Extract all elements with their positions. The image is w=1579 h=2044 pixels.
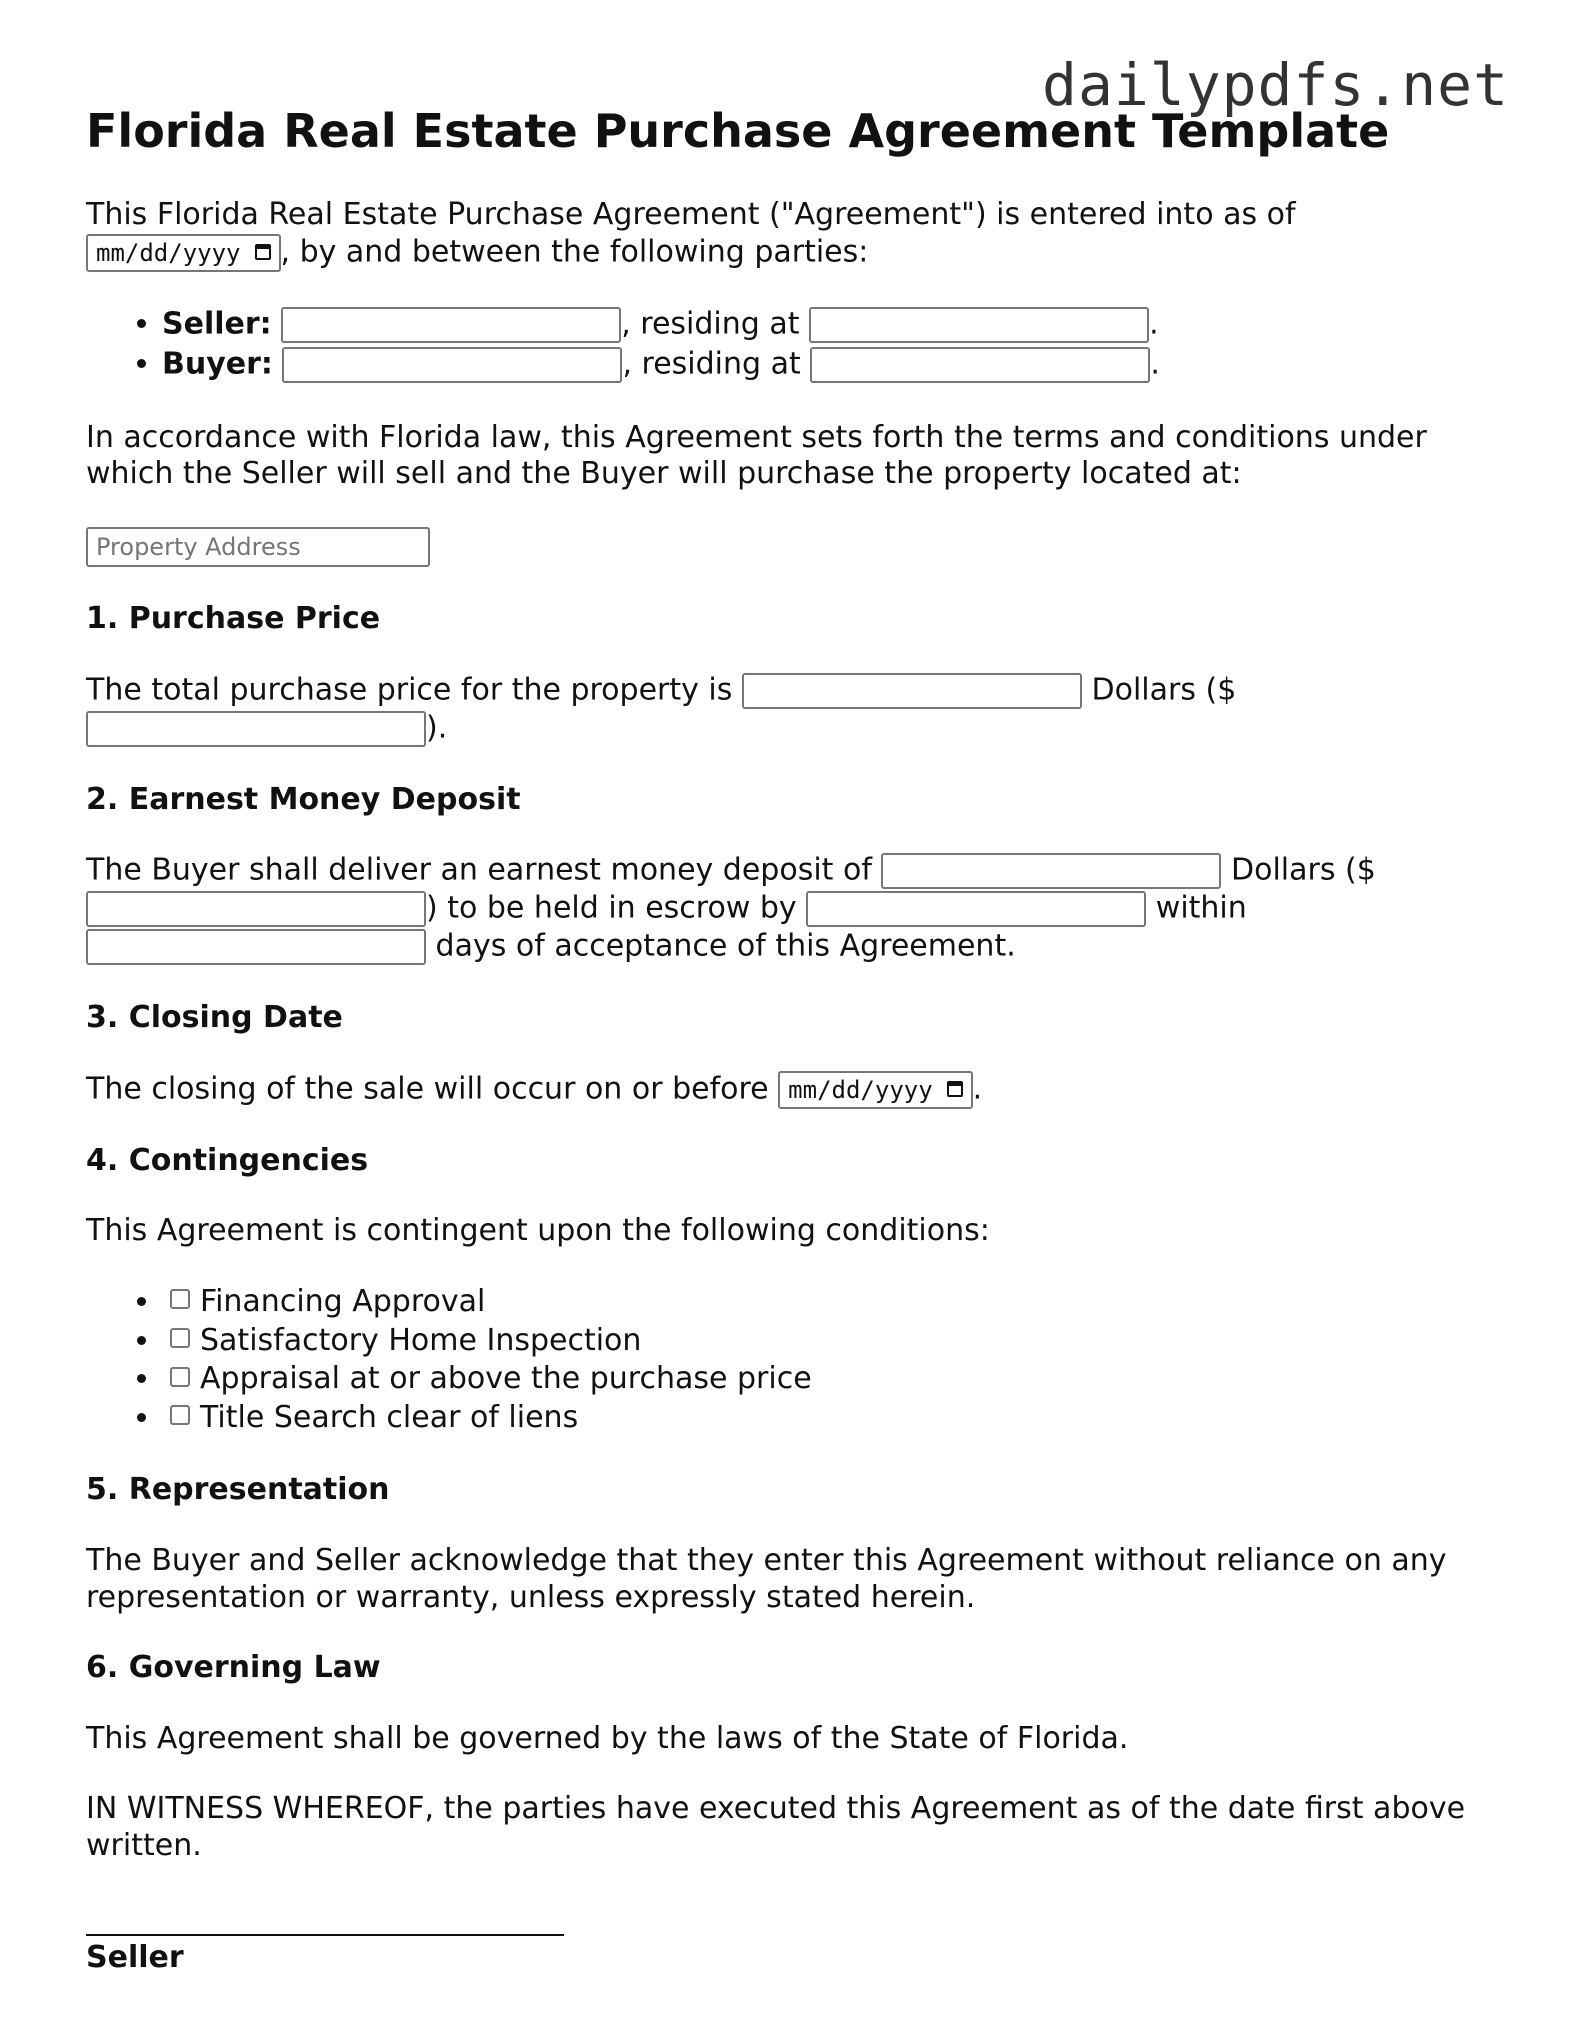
closing-date-end: .	[972, 1071, 983, 1107]
escrow-text: ) to be held in escrow by	[426, 890, 797, 926]
closing-date-placeholder: mm/dd/yyyy	[788, 1075, 933, 1104]
seller-signature-line[interactable]	[86, 1900, 564, 1936]
buyer-residing-text: , residing at	[622, 346, 801, 382]
agreement-date-input[interactable]	[86, 234, 281, 272]
contingency-label: Financing Approval	[200, 1283, 486, 1319]
escrow-holder-input[interactable]	[806, 891, 1146, 927]
party-seller	[162, 306, 1506, 344]
representation-text: The Buyer and Seller acknowledge that they enter this Agreement without reliance on any representation or warranty, unless expressly stated herein.	[86, 1542, 1447, 1615]
escrow-days-input[interactable]	[86, 929, 426, 965]
intro-text-after: , by and between the following parties:	[280, 234, 869, 270]
within-text: within	[1155, 890, 1247, 926]
buyer-name-input[interactable]	[282, 347, 622, 383]
page-title: Florida Real Estate Purchase Agreement Template	[86, 104, 1390, 158]
contingencies-list	[86, 1284, 1506, 1436]
contingencies-heading: 4. Contingencies	[86, 1142, 369, 1178]
purchase-price-paragraph	[86, 672, 1506, 748]
list-item	[162, 1361, 1506, 1398]
intro-text: This Florida Real Estate Purchase Agreement ("Agreement") is entered into as of	[86, 197, 1296, 233]
property-address-input[interactable]: Property Address	[86, 527, 430, 567]
agreement-date-placeholder: mm/dd/yyyy	[96, 238, 241, 267]
earnest-money-heading: 2. Earnest Money Deposit	[86, 781, 521, 817]
seller-residing-text: , residing at	[621, 306, 800, 342]
purchase-price-end: ).	[426, 710, 448, 746]
accordance-paragraph: In accordance with Florida law, this Agreement sets forth the terms and conditions under which the Seller will sell and the Buyer will purchase the property located at:	[86, 419, 1427, 492]
closing-date-input[interactable]	[778, 1071, 973, 1109]
governing-law-heading: 6. Governing Law	[86, 1650, 381, 1686]
parties-list	[86, 306, 1506, 384]
purchase-price-amount-input[interactable]	[86, 711, 426, 747]
buyer-address-input[interactable]	[810, 347, 1150, 383]
buyer-label: Buyer:	[162, 346, 273, 382]
inspection-checkbox[interactable]	[170, 1328, 190, 1348]
contingencies-text: This Agreement is contingent upon the following conditions:	[86, 1213, 990, 1249]
seller-signature-label: Seller	[86, 1940, 184, 1976]
closing-date-heading: 3. Closing Date	[86, 1000, 343, 1036]
earnest-money-paragraph	[86, 852, 1506, 966]
governing-law-text: This Agreement shall be governed by the laws of the State of Florida.	[86, 1720, 1129, 1756]
buyer-end: .	[1150, 346, 1160, 382]
purchase-price-words-input[interactable]	[742, 673, 1082, 709]
appraisal-checkbox[interactable]	[170, 1367, 190, 1387]
calendar-icon[interactable]	[947, 1081, 963, 1097]
seller-label: Seller:	[162, 306, 272, 342]
list-item	[162, 1323, 1506, 1360]
calendar-icon[interactable]	[255, 244, 271, 260]
list-item	[162, 1284, 1506, 1321]
title-search-checkbox[interactable]	[170, 1405, 190, 1425]
earnest-money-amount-input[interactable]	[86, 891, 426, 927]
purchase-price-text: The total purchase price for the property is	[86, 672, 733, 708]
agreement-document	[86, 104, 1506, 1977]
contingency-label: Satisfactory Home Inspection	[200, 1322, 642, 1358]
contingency-label: Title Search clear of liens	[200, 1399, 579, 1435]
party-buyer	[162, 346, 1506, 384]
closing-date-paragraph	[86, 1071, 1506, 1109]
witness-text: IN WITNESS WHEREOF, the parties have executed this Agreement as of the date first above written.	[86, 1791, 1466, 1863]
seller-end: .	[1149, 306, 1159, 342]
watermark: dailypdfs.net	[1042, 51, 1509, 119]
list-item	[162, 1400, 1506, 1437]
representation-heading: 5. Representation	[86, 1472, 390, 1508]
financing-checkbox[interactable]	[170, 1289, 190, 1309]
purchase-price-heading: 1. Purchase Price	[86, 600, 381, 636]
days-text: days of acceptance of this Agreement.	[435, 928, 1016, 964]
earnest-money-dollars-text: Dollars ($	[1230, 852, 1376, 888]
purchase-price-dollars-text: Dollars ($	[1091, 672, 1237, 708]
seller-name-input[interactable]	[281, 307, 621, 343]
seller-address-input[interactable]	[809, 307, 1149, 343]
earnest-money-words-input[interactable]	[881, 853, 1221, 889]
closing-date-text: The closing of the sale will occur on or before	[86, 1071, 769, 1107]
earnest-money-text: The Buyer shall deliver an earnest money deposit of	[86, 852, 872, 888]
intro-paragraph	[86, 197, 1506, 272]
property-address-row	[86, 527, 1506, 567]
contingency-label: Appraisal at or above the purchase price	[200, 1361, 812, 1397]
